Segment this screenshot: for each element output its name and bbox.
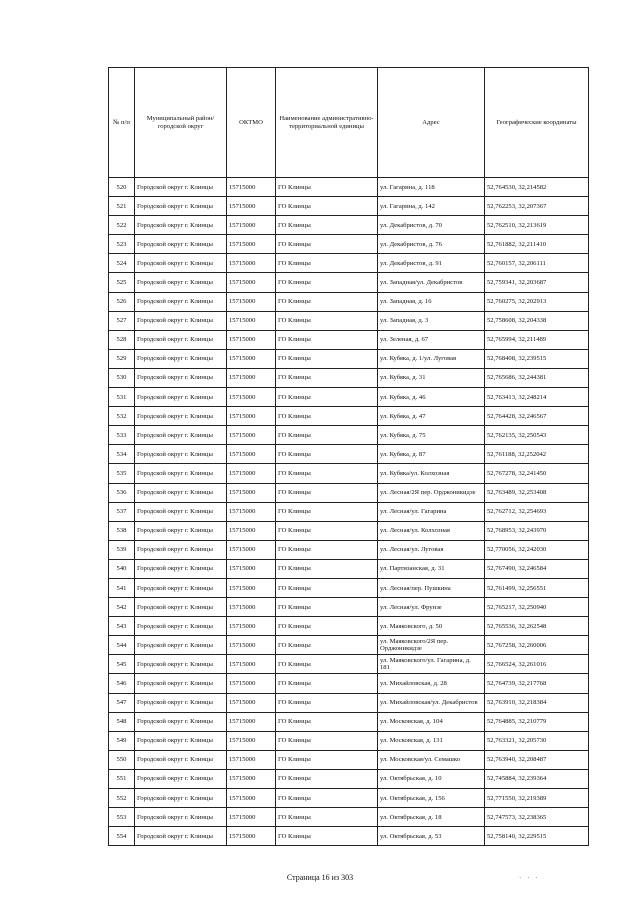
table-row	[109, 235, 589, 254]
cell-number: 530	[109, 368, 135, 387]
table-row	[109, 388, 589, 407]
cell-oktmo: 15715000	[227, 769, 276, 788]
scan-speck-mark: · · ·	[519, 874, 540, 882]
cell-address: ул. Кубяка, д. 1/ул. Луговая	[378, 349, 485, 368]
cell-coordinates: 52,764739, 32,217768	[485, 674, 589, 693]
cell-oktmo: 15715000	[227, 731, 276, 750]
cell-address: ул. Декабристов, д. 91	[378, 254, 485, 273]
cell-coordinates: 52,771550, 32,219389	[485, 789, 589, 808]
cell-coordinates: 52,762135, 32,250543	[485, 426, 589, 445]
table-row	[109, 578, 589, 597]
cell-district: Городской округ г. Клинцы	[135, 636, 227, 655]
cell-oktmo: 15715000	[227, 521, 276, 540]
cell-oktmo: 15715000	[227, 789, 276, 808]
cell-admin-unit: ГО Клинцы	[276, 235, 378, 254]
table-row	[109, 731, 589, 750]
cell-number: 549	[109, 731, 135, 750]
cell-oktmo: 15715000	[227, 178, 276, 197]
cell-admin-unit: ГО Клинцы	[276, 521, 378, 540]
table-row	[109, 808, 589, 827]
cell-address: ул. Кубяка, д. 75	[378, 426, 485, 445]
cell-oktmo: 15715000	[227, 578, 276, 597]
cell-oktmo: 15715000	[227, 655, 276, 674]
cell-district: Городской округ г. Клинцы	[135, 789, 227, 808]
cell-admin-unit: ГО Клинцы	[276, 426, 378, 445]
cell-coordinates: 52,747573, 32,238365	[485, 808, 589, 827]
cell-coordinates: 52,764428, 32,246567	[485, 407, 589, 426]
cell-oktmo: 15715000	[227, 464, 276, 483]
cell-number: 552	[109, 789, 135, 808]
table-row	[109, 216, 589, 235]
cell-address: ул. Лесная/ул. Гагарина	[378, 502, 485, 521]
cell-admin-unit: ГО Клинцы	[276, 388, 378, 407]
cell-district: Городской округ г. Клинцы	[135, 540, 227, 559]
cell-oktmo: 15715000	[227, 502, 276, 521]
cell-district: Городской округ г. Клинцы	[135, 311, 227, 330]
cell-number: 550	[109, 750, 135, 769]
cell-district: Городской округ г. Клинцы	[135, 712, 227, 731]
cell-coordinates: 52,763489, 32,253408	[485, 483, 589, 502]
cell-coordinates: 52,760157, 32,206111	[485, 254, 589, 273]
cell-district: Городской округ г. Клинцы	[135, 235, 227, 254]
cell-coordinates: 52,767490, 32,246584	[485, 559, 589, 578]
cell-number: 542	[109, 598, 135, 617]
cell-admin-unit: ГО Клинцы	[276, 693, 378, 712]
cell-number: 528	[109, 330, 135, 349]
cell-admin-unit: ГО Клинцы	[276, 349, 378, 368]
cell-district: Городской округ г. Клинцы	[135, 273, 227, 292]
cell-coordinates: 52,762712, 32,254693	[485, 502, 589, 521]
cell-number: 527	[109, 311, 135, 330]
cell-oktmo: 15715000	[227, 426, 276, 445]
cell-admin-unit: ГО Клинцы	[276, 273, 378, 292]
cell-district: Городской округ г. Клинцы	[135, 407, 227, 426]
cell-address: ул. Маяковского/2Я пер. Орджоникидзе	[378, 636, 485, 655]
cell-coordinates: 52,762253, 32,207367	[485, 197, 589, 216]
cell-address: ул. Маяковского, д. 50	[378, 617, 485, 636]
cell-address: ул. Московская, д. 104	[378, 712, 485, 731]
cell-district: Городской округ г. Клинцы	[135, 750, 227, 769]
cell-address: ул. Западная, д. 3	[378, 311, 485, 330]
cell-number: 554	[109, 827, 135, 846]
cell-address: ул. Кубяка, д. 31	[378, 368, 485, 387]
table-row	[109, 368, 589, 387]
cell-number: 521	[109, 197, 135, 216]
cell-district: Городской округ г. Клинцы	[135, 178, 227, 197]
cell-admin-unit: ГО Клинцы	[276, 769, 378, 788]
cell-address: ул. Декабристов, д. 70	[378, 216, 485, 235]
cell-number: 520	[109, 178, 135, 197]
cell-number: 544	[109, 636, 135, 655]
cell-district: Городской округ г. Клинцы	[135, 598, 227, 617]
cell-district: Городской округ г. Клинцы	[135, 521, 227, 540]
cell-address: ул. Кубяка, д. 47	[378, 407, 485, 426]
cell-oktmo: 15715000	[227, 808, 276, 827]
cell-address: ул. Гагарина, д. 142	[378, 197, 485, 216]
cell-oktmo: 15715000	[227, 292, 276, 311]
cell-coordinates: 52,767258, 32,260006	[485, 636, 589, 655]
table-row	[109, 827, 589, 846]
cell-coordinates: 52,759341, 32,203687	[485, 273, 589, 292]
cell-number: 535	[109, 464, 135, 483]
cell-address: ул. Кубяка, д. 87	[378, 445, 485, 464]
cell-admin-unit: ГО Клинцы	[276, 540, 378, 559]
cell-number: 524	[109, 254, 135, 273]
cell-admin-unit: ГО Клинцы	[276, 655, 378, 674]
table-row	[109, 254, 589, 273]
cell-number: 529	[109, 349, 135, 368]
cell-address: ул. Октябрьская, д. 156	[378, 789, 485, 808]
cell-number: 538	[109, 521, 135, 540]
cell-oktmo: 15715000	[227, 273, 276, 292]
cell-address: ул. Михайловская/ул. Декабристов	[378, 693, 485, 712]
cell-district: Городской округ г. Клинцы	[135, 426, 227, 445]
table-row	[109, 445, 589, 464]
cell-number: 551	[109, 769, 135, 788]
cell-admin-unit: ГО Клинцы	[276, 808, 378, 827]
cell-oktmo: 15715000	[227, 445, 276, 464]
table-row	[109, 464, 589, 483]
coordinates-table	[108, 67, 589, 846]
cell-district: Городской округ г. Клинцы	[135, 216, 227, 235]
cell-number: 548	[109, 712, 135, 731]
cell-coordinates: 52,768408, 32,239515	[485, 349, 589, 368]
cell-district: Городской округ г. Клинцы	[135, 330, 227, 349]
cell-number: 522	[109, 216, 135, 235]
table-row	[109, 712, 589, 731]
cell-oktmo: 15715000	[227, 254, 276, 273]
cell-oktmo: 15715000	[227, 693, 276, 712]
cell-number: 540	[109, 559, 135, 578]
table-row	[109, 559, 589, 578]
cell-address: ул. Западная, д. 16	[378, 292, 485, 311]
cell-number: 534	[109, 445, 135, 464]
cell-coordinates: 52,765536, 32,262548	[485, 617, 589, 636]
cell-address: ул. Партизанская, д. 31	[378, 559, 485, 578]
cell-oktmo: 15715000	[227, 540, 276, 559]
cell-address: ул. Зеленая, д. 67	[378, 330, 485, 349]
table-row	[109, 598, 589, 617]
cell-coordinates: 52,761188, 32,252042	[485, 445, 589, 464]
cell-coordinates: 52,762510, 32,213619	[485, 216, 589, 235]
cell-address: ул. Октябрьская, д. 53	[378, 827, 485, 846]
cell-coordinates: 52,758608, 32,204338	[485, 311, 589, 330]
table-row	[109, 655, 589, 674]
cell-district: Городской округ г. Клинцы	[135, 464, 227, 483]
cell-oktmo: 15715000	[227, 349, 276, 368]
cell-admin-unit: ГО Клинцы	[276, 216, 378, 235]
table-row	[109, 540, 589, 559]
cell-coordinates: 52,745884, 32,239364	[485, 769, 589, 788]
table-header	[109, 68, 589, 178]
cell-district: Городской округ г. Клинцы	[135, 388, 227, 407]
cell-address: ул. Михайловская, д. 28	[378, 674, 485, 693]
cell-oktmo: 15715000	[227, 559, 276, 578]
cell-oktmo: 15715000	[227, 636, 276, 655]
cell-number: 553	[109, 808, 135, 827]
cell-address: ул. Декабристов, д. 76	[378, 235, 485, 254]
table-row	[109, 292, 589, 311]
cell-admin-unit: ГО Клинцы	[276, 330, 378, 349]
header-address: Адрес	[378, 68, 485, 178]
cell-admin-unit: ГО Клинцы	[276, 368, 378, 387]
cell-district: Городской округ г. Клинцы	[135, 483, 227, 502]
cell-coordinates: 52,763413, 32,248214	[485, 388, 589, 407]
cell-coordinates: 52,764885, 32,210779	[485, 712, 589, 731]
cell-oktmo: 15715000	[227, 674, 276, 693]
cell-address: ул. Гагарина, д. 118	[378, 178, 485, 197]
cell-oktmo: 15715000	[227, 235, 276, 254]
header-number: № п/п	[109, 68, 135, 178]
table-row	[109, 521, 589, 540]
cell-district: Городской округ г. Клинцы	[135, 254, 227, 273]
cell-district: Городской округ г. Клинцы	[135, 349, 227, 368]
cell-admin-unit: ГО Клинцы	[276, 827, 378, 846]
table-row	[109, 330, 589, 349]
table-body	[109, 178, 589, 846]
cell-number: 537	[109, 502, 135, 521]
table-row	[109, 769, 589, 788]
cell-address: ул. Московская, д. 131	[378, 731, 485, 750]
table-row	[109, 197, 589, 216]
cell-admin-unit: ГО Клинцы	[276, 502, 378, 521]
cell-admin-unit: ГО Клинцы	[276, 292, 378, 311]
cell-coordinates: 52,763321, 32,205730	[485, 731, 589, 750]
cell-district: Городской округ г. Клинцы	[135, 559, 227, 578]
page-number: Страница 16 из 303	[286, 873, 354, 882]
table-row	[109, 674, 589, 693]
cell-oktmo: 15715000	[227, 311, 276, 330]
cell-district: Городской округ г. Клинцы	[135, 502, 227, 521]
cell-district: Городской округ г. Клинцы	[135, 827, 227, 846]
cell-coordinates: 52,766524, 32,261016	[485, 655, 589, 674]
table-row	[109, 273, 589, 292]
table-row	[109, 407, 589, 426]
cell-address: ул. Лесная/2Я пер. Орджоникидзе	[378, 483, 485, 502]
cell-district: Городской округ г. Клинцы	[135, 368, 227, 387]
cell-coordinates: 52,765994, 32,211489	[485, 330, 589, 349]
cell-district: Городской округ г. Клинцы	[135, 769, 227, 788]
cell-oktmo: 15715000	[227, 827, 276, 846]
cell-oktmo: 15715000	[227, 407, 276, 426]
cell-oktmo: 15715000	[227, 712, 276, 731]
cell-district: Городской округ г. Клинцы	[135, 808, 227, 827]
cell-coordinates: 52,761499, 32,256551	[485, 578, 589, 597]
cell-address: ул. Октябрьская, д. 18	[378, 808, 485, 827]
cell-oktmo: 15715000	[227, 368, 276, 387]
cell-oktmo: 15715000	[227, 216, 276, 235]
cell-district: Городской округ г. Клинцы	[135, 674, 227, 693]
cell-admin-unit: ГО Клинцы	[276, 559, 378, 578]
cell-number: 543	[109, 617, 135, 636]
cell-number: 546	[109, 674, 135, 693]
cell-admin-unit: ГО Клинцы	[276, 674, 378, 693]
cell-number: 536	[109, 483, 135, 502]
cell-oktmo: 15715000	[227, 330, 276, 349]
cell-address: ул. Октябрьская, д. 10	[378, 769, 485, 788]
cell-admin-unit: ГО Клинцы	[276, 407, 378, 426]
cell-coordinates: 52,765217, 32,250940	[485, 598, 589, 617]
cell-district: Городской округ г. Клинцы	[135, 292, 227, 311]
cell-coordinates: 52,768953, 32,243970	[485, 521, 589, 540]
table-row	[109, 311, 589, 330]
cell-coordinates: 52,763940, 32,208487	[485, 750, 589, 769]
cell-oktmo: 15715000	[227, 388, 276, 407]
cell-number: 532	[109, 407, 135, 426]
table-row	[109, 617, 589, 636]
cell-district: Городской округ г. Клинцы	[135, 655, 227, 674]
cell-coordinates: 52,765686, 32,244381	[485, 368, 589, 387]
cell-address: ул. Московская/ул. Семашко	[378, 750, 485, 769]
cell-oktmo: 15715000	[227, 617, 276, 636]
cell-admin-unit: ГО Клинцы	[276, 178, 378, 197]
table-row	[109, 693, 589, 712]
cell-coordinates: 52,760275, 32,202913	[485, 292, 589, 311]
cell-district: Городской округ г. Клинцы	[135, 578, 227, 597]
cell-admin-unit: ГО Клинцы	[276, 789, 378, 808]
cell-address: ул. Кубяка, д. 46	[378, 388, 485, 407]
cell-address: ул. Кубяка/ул. Колхозная	[378, 464, 485, 483]
cell-number: 531	[109, 388, 135, 407]
cell-district: Городской округ г. Клинцы	[135, 731, 227, 750]
cell-oktmo: 15715000	[227, 598, 276, 617]
cell-coordinates: 52,764530, 32,214582	[485, 178, 589, 197]
cell-number: 545	[109, 655, 135, 674]
table-row	[109, 750, 589, 769]
header-district: Муниципальный район/городской округ	[135, 68, 227, 178]
cell-number: 526	[109, 292, 135, 311]
table-row	[109, 636, 589, 655]
cell-coordinates: 52,770056, 32,242030	[485, 540, 589, 559]
cell-oktmo: 15715000	[227, 197, 276, 216]
cell-address: ул. Маяковского/ул. Гагарина, д. 181	[378, 655, 485, 674]
cell-admin-unit: ГО Клинцы	[276, 750, 378, 769]
header-admin-unit: Наименование административно-территориальной единицы	[276, 68, 378, 178]
cell-number: 523	[109, 235, 135, 254]
cell-oktmo: 15715000	[227, 750, 276, 769]
cell-admin-unit: ГО Клинцы	[276, 464, 378, 483]
cell-address: ул. Лесная/пер. Пушкина	[378, 578, 485, 597]
cell-address: ул. Лесная/ул. Луговая	[378, 540, 485, 559]
header-oktmo: ОКТМО	[227, 68, 276, 178]
cell-address: ул. Лесная/ул. Фрунзе	[378, 598, 485, 617]
cell-admin-unit: ГО Клинцы	[276, 731, 378, 750]
cell-district: Городской округ г. Клинцы	[135, 445, 227, 464]
table-row	[109, 789, 589, 808]
cell-coordinates: 52,761882, 32,211410	[485, 235, 589, 254]
table-row	[109, 483, 589, 502]
cell-number: 533	[109, 426, 135, 445]
cell-number: 539	[109, 540, 135, 559]
cell-number: 541	[109, 578, 135, 597]
header-coordinates: Географические координаты	[485, 68, 589, 178]
cell-admin-unit: ГО Клинцы	[276, 197, 378, 216]
cell-address: ул. Лесная/ул. Колхозная	[378, 521, 485, 540]
cell-address: ул. Западная/ул. Декабристов	[378, 273, 485, 292]
cell-admin-unit: ГО Клинцы	[276, 617, 378, 636]
cell-district: Городской округ г. Клинцы	[135, 693, 227, 712]
cell-coordinates: 52,763910, 32,218384	[485, 693, 589, 712]
cell-admin-unit: ГО Клинцы	[276, 311, 378, 330]
cell-number: 525	[109, 273, 135, 292]
cell-district: Городской округ г. Клинцы	[135, 617, 227, 636]
cell-number: 547	[109, 693, 135, 712]
cell-coordinates: 52,758140, 32,229515	[485, 827, 589, 846]
table-row	[109, 349, 589, 368]
table-row	[109, 178, 589, 197]
cell-admin-unit: ГО Клинцы	[276, 578, 378, 597]
table-row	[109, 426, 589, 445]
cell-admin-unit: ГО Клинцы	[276, 712, 378, 731]
cell-admin-unit: ГО Клинцы	[276, 598, 378, 617]
table-row	[109, 502, 589, 521]
cell-admin-unit: ГО Клинцы	[276, 636, 378, 655]
cell-admin-unit: ГО Клинцы	[276, 483, 378, 502]
cell-district: Городской округ г. Клинцы	[135, 197, 227, 216]
cell-admin-unit: ГО Клинцы	[276, 254, 378, 273]
cell-oktmo: 15715000	[227, 483, 276, 502]
cell-coordinates: 52,767278, 32,241450	[485, 464, 589, 483]
cell-admin-unit: ГО Клинцы	[276, 445, 378, 464]
